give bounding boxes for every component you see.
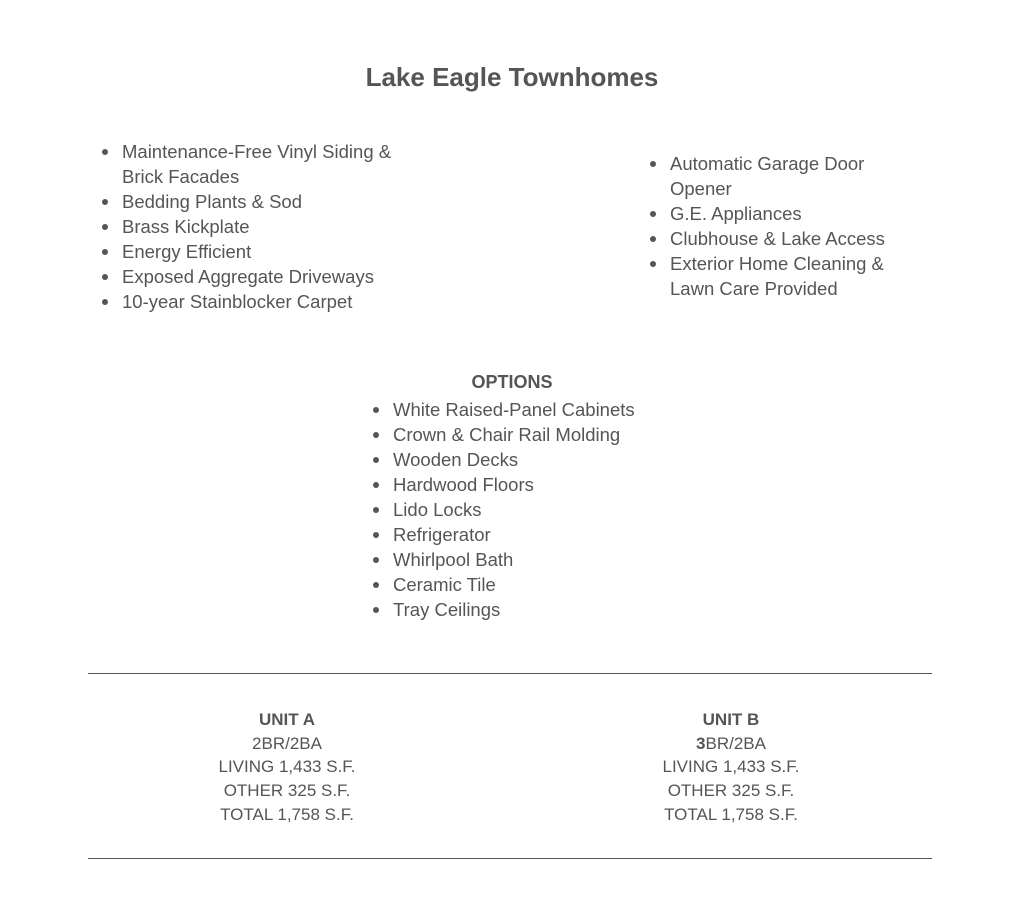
unit-b-bed-bath — [611, 732, 851, 756]
feature-item: 10-year Stainblocker Carpet — [96, 289, 396, 314]
feature-item: Exposed Aggregate Driveways — [96, 264, 396, 289]
unit-b-bed-count: 3 — [696, 733, 706, 753]
unit-a-total: TOTAL 1,758 S.F. — [220, 804, 354, 824]
unit-a-name: UNIT A — [258, 710, 316, 729]
feature-item: Bedding Plants & Sod — [96, 189, 396, 214]
feature-item: Brass Kickplate — [96, 214, 396, 239]
options-list — [367, 397, 667, 622]
feature-item: Maintenance-Free Vinyl Siding & Brick Facades — [96, 139, 396, 189]
divider-bottom — [88, 858, 932, 859]
option-item: Tray Ceilings — [367, 597, 667, 622]
option-item: Wooden Decks — [367, 447, 667, 472]
feature-item: Clubhouse & Lake Access — [644, 226, 904, 251]
unit-b-bed-bath-rest: BR/2BA — [705, 733, 766, 753]
divider-top — [88, 673, 932, 674]
option-item: Refrigerator — [367, 522, 667, 547]
feature-item: Automatic Garage Door Opener — [644, 151, 904, 201]
feature-item: Energy Efficient — [96, 239, 396, 264]
features-list-right — [644, 151, 904, 301]
unit-b-total: TOTAL 1,758 S.F. — [664, 804, 798, 824]
feature-item: Exterior Home Cleaning & Lawn Care Provided — [644, 251, 904, 301]
unit-b-block — [611, 708, 851, 827]
option-item: Hardwood Floors — [367, 472, 667, 497]
features-list-left — [96, 139, 396, 314]
options-heading: OPTIONS — [471, 372, 553, 392]
unit-b-name: UNIT B — [702, 710, 760, 729]
unit-a-bed-bath: 2BR/2BA — [252, 733, 322, 753]
unit-a-other: OTHER 325 S.F. — [223, 781, 351, 801]
unit-b-living: LIVING 1,433 S.F. — [662, 757, 800, 777]
feature-item: G.E. Appliances — [644, 201, 904, 226]
unit-a-block — [167, 708, 407, 827]
unit-a-living: LIVING 1,433 S.F. — [218, 757, 356, 777]
option-item: White Raised-Panel Cabinets — [367, 397, 667, 422]
unit-b-other: OTHER 325 S.F. — [667, 781, 795, 801]
option-item: Ceramic Tile — [367, 572, 667, 597]
page-title: Lake Eagle Townhomes — [365, 62, 659, 92]
option-item: Whirlpool Bath — [367, 547, 667, 572]
option-item: Lido Locks — [367, 497, 667, 522]
option-item: Crown & Chair Rail Molding — [367, 422, 667, 447]
